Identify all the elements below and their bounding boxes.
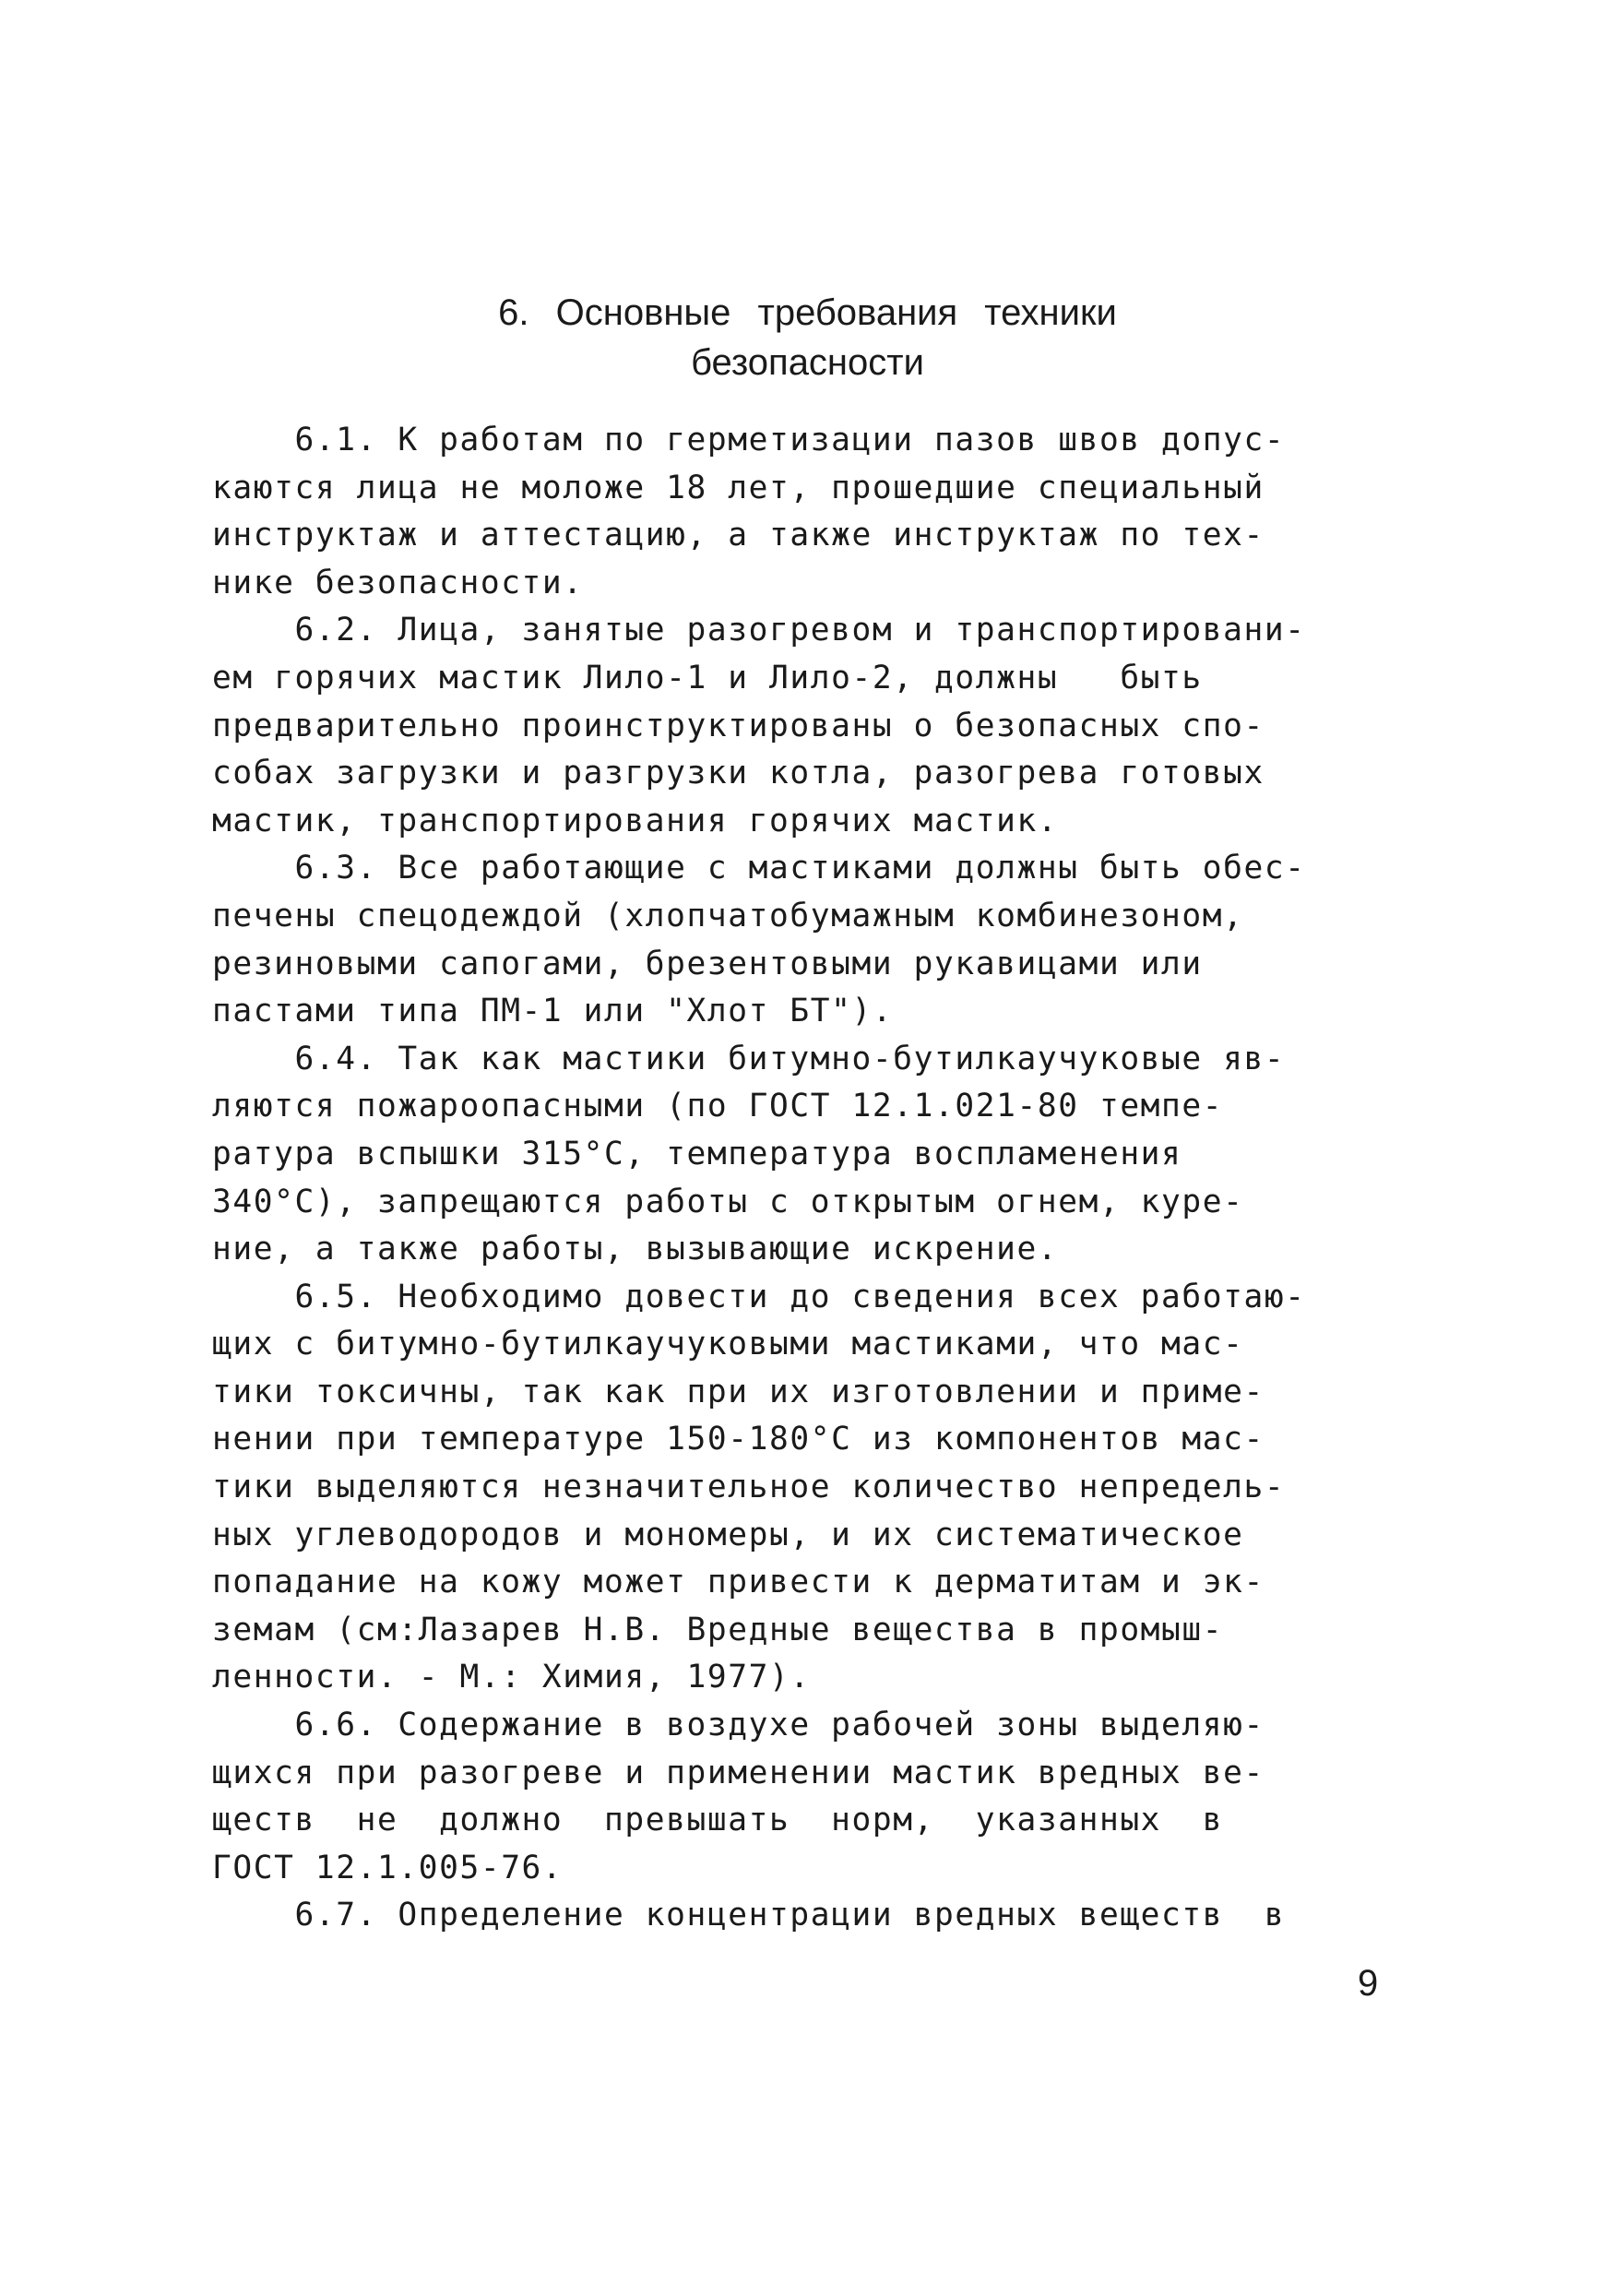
text-line: предварительно проинструктированы о безопасных спо-: [212, 707, 1265, 744]
paragraph-6-3: [212, 845, 1430, 1035]
paragraph-6-2: [212, 607, 1430, 845]
text-line: ГОСТ 12.1.005-76.: [212, 1849, 564, 1886]
text-line: ляются пожароопасными (по ГОСТ 12.1.021-80 темпе-: [212, 1088, 1224, 1125]
section-heading: [0, 288, 1615, 387]
section-heading-line-1: 6. Основные требования техники: [498, 292, 1117, 333]
text-line: ем горячих мастик Лило-1 и Лило-2, должны быть: [212, 659, 1203, 696]
page-number: 9: [1358, 1963, 1379, 2004]
text-line: 6.4. Так как мастики битумно-бутилкаучуковые яв-: [212, 1040, 1286, 1077]
text-line: резиновыми сапогами, брезентовыми рукавицами или: [212, 945, 1203, 982]
text-line: тики выделяются незначительное количество непредель-: [212, 1469, 1286, 1506]
text-line: пастами типа ПМ-1 или "Хлот БТ").: [212, 993, 894, 1030]
text-line: нении при температуре 150-180°С из компонентов мас-: [212, 1421, 1265, 1458]
text-line: печены спецодеждой (хлопчатобумажным комбинезоном,: [212, 897, 1244, 934]
text-line: земам (см:Лазарев Н.В. Вредные вещества в промыш-: [212, 1611, 1224, 1648]
text-line: ленности. - М.: Химия, 1977).: [212, 1659, 811, 1696]
text-line: каются лица не моложе 18 лет, прошедшие специальный: [212, 469, 1265, 506]
text-line: щих с битумно-бутилкаучуковыми мастиками, что мас-: [212, 1326, 1244, 1363]
text-line: ных углеводородов и мономеры, и их систематическое: [212, 1516, 1244, 1553]
text-line: собах загрузки и разгрузки котла, разогрева готовых: [212, 755, 1265, 792]
text-line: инструктаж и аттестацию, а также инструктаж по тех-: [212, 517, 1265, 554]
text-line: 6.1. К работам по герметизации пазов швов допус-: [212, 422, 1286, 458]
text-line: 6.6. Содержание в воздухе рабочей зоны выделяю-: [212, 1707, 1265, 1744]
text-line: 6.3. Все работающие с мастиками должны быть обес-: [212, 850, 1306, 887]
paragraph-6-5: [212, 1274, 1430, 1702]
paragraph-6-4: [212, 1036, 1430, 1274]
text-line: 6.7. Определение концентрации вредных веществ в: [212, 1897, 1286, 1934]
section-heading-line-2: безопасности: [691, 342, 924, 383]
text-line: 6.2. Лица, занятые разогревом и транспортировани-: [212, 612, 1306, 649]
text-line: мастик, транспортирования горячих мастик.: [212, 802, 1059, 839]
text-line: 340°С), запрещаются работы с открытым огнем, куре-: [212, 1183, 1244, 1220]
paragraph-6-6: [212, 1702, 1430, 1892]
text-line: попадание на кожу может привести к дерматитам и эк-: [212, 1564, 1265, 1601]
text-line: ществ не должно превышать норм, указанных в: [212, 1802, 1224, 1839]
text-line: ние, а также работы, вызывающие искрение.: [212, 1231, 1059, 1268]
text-line: тики токсичны, так как при их изготовлении и приме-: [212, 1373, 1265, 1410]
section-body: [212, 417, 1430, 1940]
paragraph-6-7: [212, 1892, 1430, 1940]
text-line: щихся при разогреве и применении мастик вредных ве-: [212, 1754, 1265, 1791]
text-line: 6.5. Необходимо довести до сведения всех работаю-: [212, 1278, 1306, 1315]
paragraph-6-1: [212, 417, 1430, 607]
text-line: ратура вспышки 315°С, температура воспламенения: [212, 1135, 1182, 1172]
text-line: нике безопасности.: [212, 564, 584, 601]
